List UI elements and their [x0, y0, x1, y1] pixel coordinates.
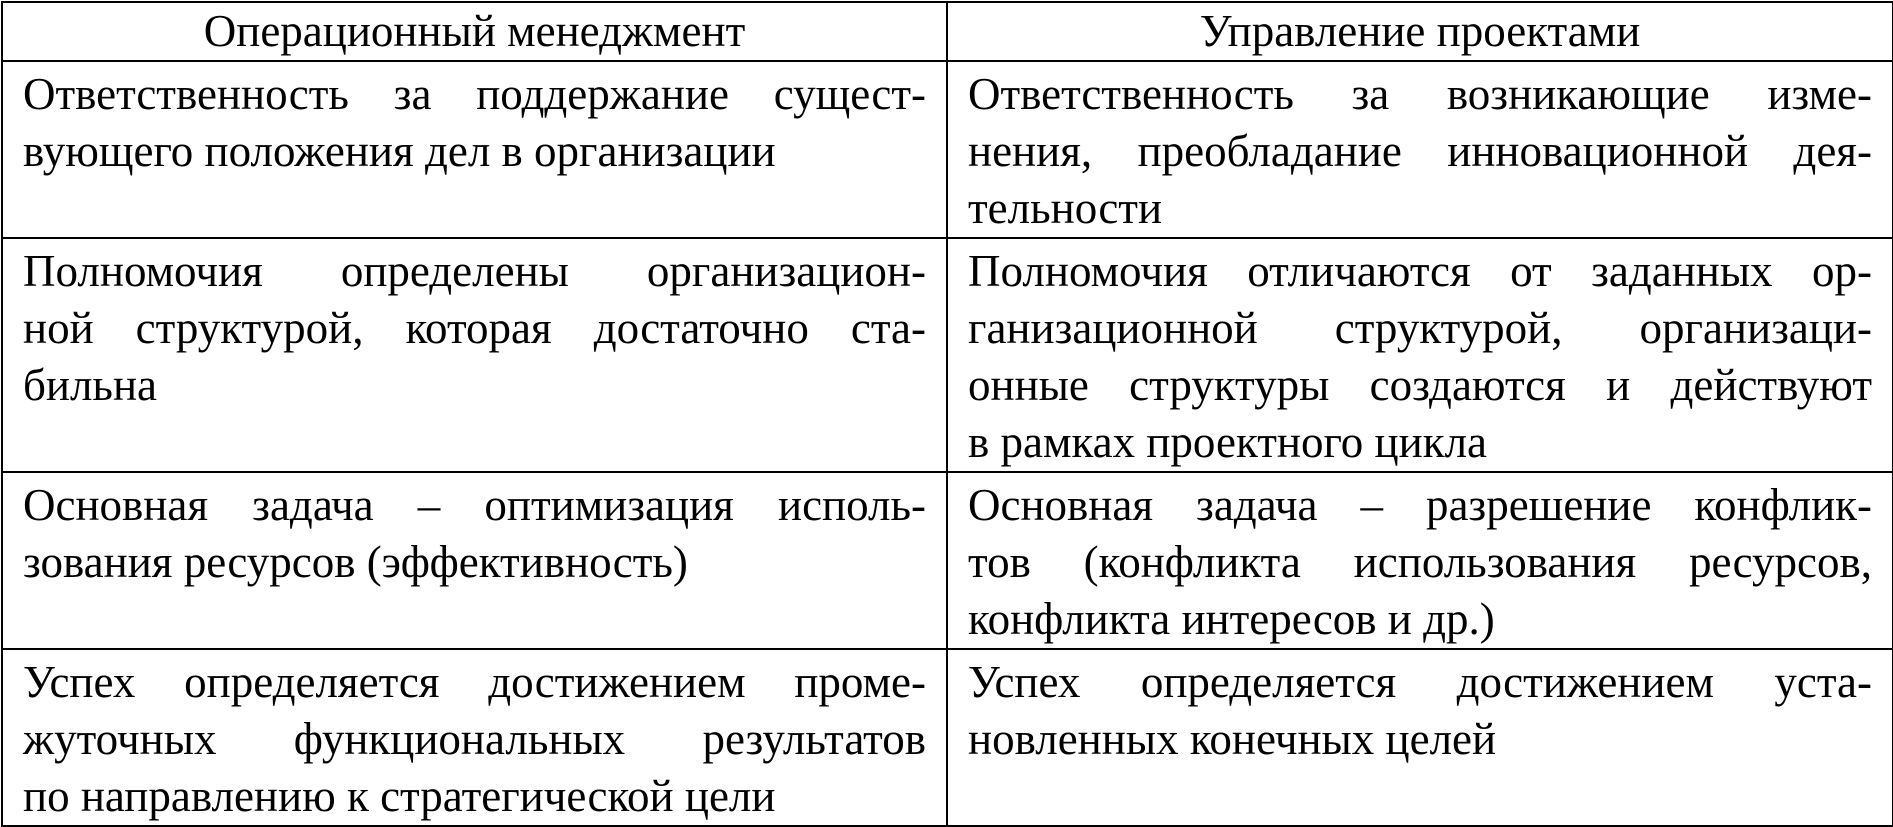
table-row [2, 61, 1893, 238]
header-row [2, 2, 1893, 61]
cell-line: ганизационной структурой, организаци- [968, 303, 1872, 353]
table-row [2, 238, 1893, 472]
cell-operational-main-task [2, 472, 947, 649]
cell-line: Полномочия определены организацион- [23, 246, 926, 296]
cell-line: тов (конфликта использования ресурсов, [968, 537, 1872, 587]
cell-line: Ответственность за возникающие изме- [968, 69, 1872, 119]
table-row [2, 649, 1893, 826]
header-project-management: Управление проектами [947, 2, 1893, 61]
cell-line: Основная задача – оптимизация исполь- [23, 480, 926, 530]
table-row [2, 472, 1893, 649]
cell-line: Полномочия отличаются от заданных ор- [968, 246, 1872, 296]
cell-operational-authority [2, 238, 947, 472]
cell-line: в рамках проектного цикла [968, 417, 1488, 467]
cell-line: Ответственность за поддержание сущест- [23, 69, 926, 119]
cell-line: тельности [968, 183, 1163, 233]
cell-project-responsibility [947, 61, 1893, 238]
cell-line: онные структуры создаются и действуют [968, 360, 1872, 410]
cell-line: ной структурой, которая достаточно ста- [23, 303, 926, 353]
cell-line: вующего положения дел в организации [23, 126, 776, 176]
header-operational-management: Операционный менеджмент [2, 2, 947, 61]
cell-operational-success [2, 649, 947, 826]
cell-line: по направлению к стратегической цели [23, 771, 776, 821]
cell-project-main-task [947, 472, 1893, 649]
cell-line: Основная задача – разрешение конфлик- [968, 480, 1872, 530]
cell-operational-responsibility [2, 61, 947, 238]
comparison-table [1, 1, 1893, 827]
cell-line: Успех определяется достижением проме- [23, 657, 926, 707]
cell-line: Успех определяется достижением уста- [968, 657, 1872, 707]
cell-line: бильна [23, 360, 158, 410]
cell-line: зования ресурсов (эффективность) [23, 537, 688, 587]
cell-line: новленных конечных целей [968, 714, 1497, 764]
cell-project-authority [947, 238, 1893, 472]
cell-line: конфликта интересов и др.) [968, 594, 1495, 644]
cell-line: нения, преобладание инновационной дея- [968, 126, 1872, 176]
cell-line: жуточных функциональных результатов [23, 714, 926, 764]
cell-project-success [947, 649, 1893, 826]
